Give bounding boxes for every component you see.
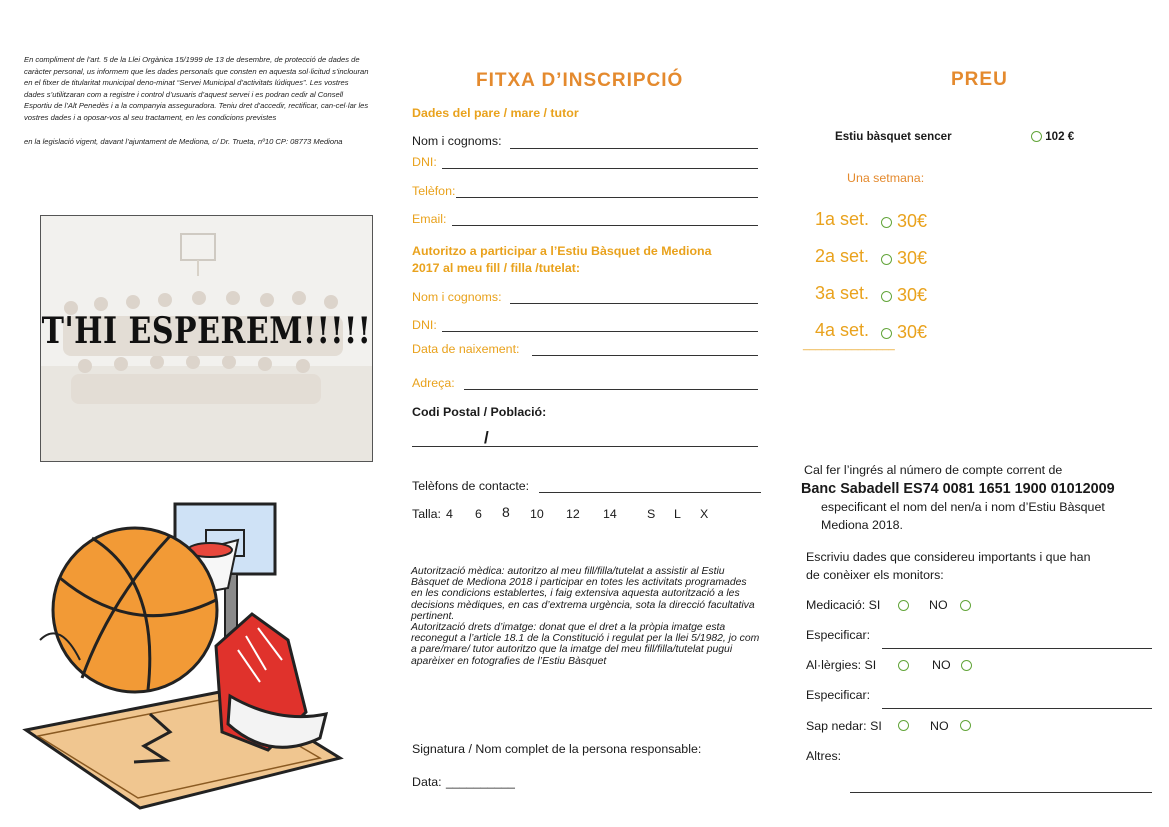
specify-medication-field[interactable]	[882, 648, 1152, 649]
week-label: 3a set.	[815, 283, 870, 303]
monitors-info-2: de conèixer els monitors:	[806, 568, 944, 582]
allergies-label: Al·lèrgies: SI	[806, 658, 877, 672]
parent-email-field[interactable]	[452, 225, 758, 226]
parent-phone-field[interactable]	[456, 197, 758, 198]
one-week-label: Una setmana:	[847, 171, 925, 185]
child-name-label: Nom i cognoms:	[412, 290, 502, 304]
full-course-option[interactable]	[1031, 130, 1074, 143]
signature-label: Signatura / Nom complet de la persona responsable:	[412, 742, 702, 756]
parent-phone-label: Telèfon:	[412, 184, 456, 198]
specify-allergies-field[interactable]	[882, 708, 1152, 709]
radio-week[interactable]	[881, 254, 892, 265]
authorize-line-1: Autoritzo a participar a l’Estiu Bàsquet de Mediona	[412, 244, 712, 258]
radio-week[interactable]	[881, 291, 892, 302]
radio-week[interactable]	[881, 328, 892, 339]
week-label: 2a set.	[815, 246, 870, 266]
privacy-notice	[24, 54, 369, 147]
radio-allergies-yes[interactable]	[898, 660, 909, 671]
postal-separator: /	[484, 428, 489, 447]
privacy-text: En compliment de l’art. 5 de la Llei Orgànica 15/1999 de 13 de desembre, de protecció de dades de caràcter personal, us informem que les dades personals que consten en aquesta sol·licitud s’inclouran en el fitxer de titularitat municipal deno-minat “Servei Municipal d’activitats lúdiques”. Les vostres dades s’utilitzaran com a registre i control d’usuaris d’aquest servei i es podran cedir al Consell Esportiu de l’Alt Penedès i a la companyia asseguradora. Teniu dret d’accedir, rectificar, can-cel·lar les vostres dades i a oposar-vos al seu tractament, en les condicions previstes	[24, 55, 369, 122]
price-divider: _______________	[803, 339, 895, 351]
size-option[interactable]: 10	[530, 507, 544, 521]
medication-no-label: NO	[929, 598, 948, 612]
size-option[interactable]: 6	[475, 507, 482, 521]
parent-dni-label: DNI:	[412, 155, 437, 169]
contact-phones-field[interactable]	[539, 492, 761, 493]
medical-authorization: Autorització mèdica: autoritzo al meu fill/filla/tutelat a assistir al Estiu Bàsquet de Mediona 2018 i participar en totes les activitats programades en les condicions establertes, i faig extensiva aquesta autorització a les decisions mèdiques, en cas d’extrema urgència, sota la direcció facultativa pertinent.	[411, 566, 755, 622]
parent-name-label: Nom i cognoms:	[412, 134, 502, 148]
child-birth-field[interactable]	[532, 355, 758, 356]
date-label: Data:	[412, 775, 442, 789]
medication-label: Medicació: SI	[806, 598, 881, 612]
child-dni-field[interactable]	[442, 331, 758, 332]
radio-week[interactable]	[881, 217, 892, 228]
payment-reference: especificant el nom del nen/a i nom d’Estiu Bàsquet	[821, 500, 1105, 514]
monitors-info-1: Escriviu dades que considereu importants i que han	[806, 550, 1091, 564]
radio-medication-yes[interactable]	[898, 600, 909, 611]
full-course-label: Estiu bàsquet sencer	[835, 130, 952, 143]
child-name-field[interactable]	[510, 303, 758, 304]
child-dni-label: DNI:	[412, 318, 437, 332]
others-field[interactable]	[850, 792, 1152, 793]
radio-full-course[interactable]	[1031, 131, 1042, 142]
size-option[interactable]: 4	[446, 507, 453, 521]
parent-dni-field[interactable]	[442, 168, 758, 169]
radio-medication-no[interactable]	[960, 600, 971, 611]
postal-field[interactable]	[412, 446, 758, 447]
radio-allergies-no[interactable]	[961, 660, 972, 671]
svg-text:DT: DT	[47, 652, 67, 671]
week-price: 30€	[897, 211, 928, 231]
price-title: PREU	[951, 69, 1008, 90]
basketball-illustration	[20, 500, 350, 815]
week-label: 4a set.	[815, 320, 870, 340]
contact-phones-label: Telèfons de contacte:	[412, 479, 530, 493]
swim-no-label: NO	[930, 719, 949, 733]
radio-swim-no[interactable]	[960, 720, 971, 731]
group-photo	[40, 215, 373, 462]
parent-section-heading: Dades del pare / mare / tutor	[412, 106, 579, 120]
bank-account: Banc Sabadell ES74 0081 1651 1900 01012009	[801, 481, 1115, 497]
authorize-line-2: 2017 al meu fill / filla /tutelat:	[412, 261, 581, 275]
child-address-label: Adreça:	[412, 376, 455, 390]
form-title: FITXA D’INSCRIPCIÓ	[476, 70, 684, 91]
week-price: 30€	[897, 285, 928, 305]
specify-medication-label: Especificar:	[806, 628, 871, 642]
size-option[interactable]: S	[647, 507, 656, 521]
image-rights-authorization: Autorització drets d’imatge: donat que el dret a la pròpia imatge esta reconegut a l’article 18.1 de la Constitució i regulat per la llei 5/1982, jo com a pare/mare/ tutor autoritzo que la imatge del meu fill/filla/tutelat pugui aparèixer en fotografies de l’Estiu Bàsquet	[411, 622, 760, 667]
postal-label: Codi Postal / Població:	[412, 405, 547, 419]
week-price: 30€	[897, 248, 928, 268]
size-option[interactable]: X	[700, 507, 709, 521]
child-birth-label: Data de naixement:	[412, 342, 520, 356]
payment-reference-2: Mediona 2018.	[821, 518, 903, 532]
slogan-text: T'HI ESPEREM!!!!!	[41, 310, 372, 353]
payment-instructions: Cal fer l’ingrés al número de compte corrent de	[804, 463, 1063, 477]
size-label: Talla:	[412, 507, 441, 521]
size-option[interactable]: 14	[603, 507, 617, 521]
swim-label: Sap nedar: SI	[806, 719, 882, 733]
privacy-address: en la legislació vigent, davant l’ajuntament de Mediona, c/ Dr. Trueta, nº10 CP: 08773 Mediona	[24, 136, 343, 146]
parent-email-label: Email:	[412, 212, 447, 226]
others-label: Altres:	[806, 749, 842, 763]
parent-name-field[interactable]	[510, 148, 758, 149]
allergies-no-label: NO	[932, 658, 951, 672]
radio-swim-yes[interactable]	[898, 720, 909, 731]
full-course-price: 102 €	[1045, 130, 1075, 143]
week-price: 30€	[897, 322, 928, 342]
date-field[interactable]: __________	[446, 775, 515, 789]
week-option[interactable]	[881, 285, 927, 306]
child-address-field[interactable]	[464, 389, 758, 390]
week-option[interactable]	[881, 211, 927, 232]
authorizations	[411, 566, 761, 667]
week-option[interactable]	[881, 248, 927, 269]
specify-allergies-label: Especificar:	[806, 688, 871, 702]
week-label: 1a set.	[815, 209, 870, 229]
size-option[interactable]: 8	[502, 504, 510, 520]
size-option[interactable]: L	[674, 507, 681, 521]
size-option[interactable]: 12	[566, 507, 580, 521]
